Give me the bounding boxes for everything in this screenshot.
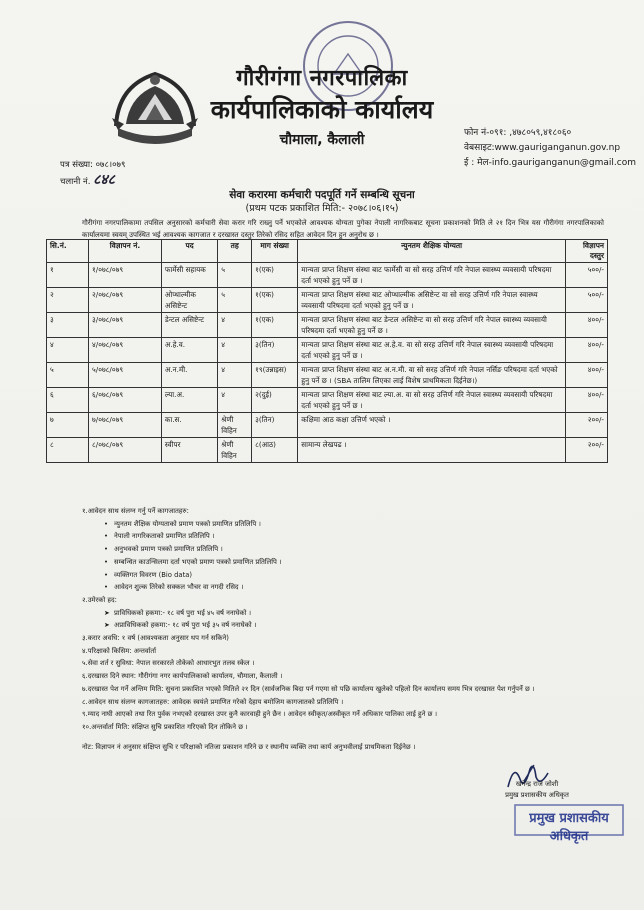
cell-qualification: मान्यता प्राप्त शिक्षण संस्था बाट ल्या.अ. वा सो सरह उत्तिर्ण गरि नेपाल स्वास्थ्य व्यवसायी परिषदमा दर्ता भएको हुनु पर्ने छ । [298,388,566,413]
age-title: २.उमेरको हद: [82,595,117,604]
municipality-name: गौरीगंगा नगरपालिका [236,65,408,91]
cell-qualification: मान्यता प्राप्त शिक्षण संस्था बाट डेन्टल असिष्टेन्ट वा सो सरह उत्तिर्ण गरि नेपाल स्वास्थ्य व्यवसायी परिषदमा दर्ता भएको हुनु पर्ने छ । [298,313,566,338]
cell-qualification: मान्यता प्राप्त शिक्षण संस्था बाट अ.हे.व. वा सो सरह उत्तिर्ण गरि नेपाल स्वास्थ्य व्यवसायी परिषदमा दर्ता भएको हुनु पर्ने छ । [298,338,566,363]
table-row [47,263,608,288]
table-row [47,313,608,338]
arrow-icon: ➤ [104,608,115,617]
cell-count: १(एक) [252,288,298,313]
cell-fee: ५००/- [565,288,607,313]
cell-level: ४ [218,313,252,338]
phone-text: फोन नं-०९१: ,४७८०५९,४१८०६० [464,128,572,138]
cell-post: ओप्थाल्मीक असिष्टेन्ट [161,288,217,313]
cell-qualification: मान्यता प्राप्त शिक्षण संस्था बाट फार्मेसी वा सो सरह उत्तिर्ण गरि नेपाल स्वास्थ्य व्यवसायी परिषदमा दर्ता भएको हुनु पर्ने छ । [298,263,566,288]
cell-count: १(एक) [252,313,298,338]
notice-note: नोट: विज्ञापन नं अनुसार संक्षिप्त सुचि र परिक्षाको नतिजा प्रकाशन गरिने छ र स्थानीय व्यक्ति तथा कार्य अनुभवीलाई प्राथमिकता दिईनेछ । [82,743,416,751]
table-row [47,413,608,438]
doc-item: • व्यक्तिगत विवरण (Bio data) [82,569,622,582]
cell-sn: ८ [47,438,89,463]
cell-count: ३(तिन) [252,413,298,438]
table-row [47,438,608,463]
cell-fee: ४००/- [565,338,607,363]
office-location: चौमाला, कैलाली [279,132,365,148]
age-item-text: प्राविधिकको हकमा:- १८ वर्ष पुरा भई ४५ वर्ष ननाघेको । [114,608,252,617]
section-line: ९.म्याद नाघी आएको तथा रित पुर्वक नभएको दरखास्त उपर कुनै कारवाही हुने छैन । आवेदन स्वीकृत/अस्वीकृत गर्ने अधिकार पालिका लाई हुने छ । [82,710,438,719]
cell-post: अ.हे.व. [161,338,217,363]
cell-count: २(दुई) [252,388,298,413]
dispatch-number: ८४८ [93,172,115,188]
cell-fee: ४००/- [565,363,607,388]
doc-item: • आवेदन शुल्क तिरेको सक्कल भौचर वा नगदी रसिद । [82,581,622,594]
cell-ad-no: ७/०७८/०७९ [89,413,162,438]
age-item [82,619,622,632]
cell-ad-no: ४/०७८/०७९ [89,338,162,363]
table-header-row [47,240,608,263]
section-line: ८.आवेदन साथ संलग्न कागजातहरु: आवेदक स्वयंले प्रमाणित गरेको देहाय बमोजिम कागजातको प्रतिलिपि । [82,697,344,706]
cell-level: ४ [218,363,252,388]
section-line: १०.अन्तर्वार्ता मिति: संक्षिप्त सुचि प्रकाशित गरिएको दिन तोकिने छ । [82,722,248,731]
header-sn: सि.नं. [47,240,89,263]
notice-sections [82,505,622,734]
cell-fee: २००/- [565,438,607,463]
dispatch-label: चलानी नं. [60,177,91,187]
section-line: ४.परिक्षाको किसिम: अन्तर्वार्ता [82,646,157,655]
cell-ad-no: २/०७८/०७९ [89,288,162,313]
cell-level: ५ [218,288,252,313]
header-ad-no: विज्ञापन नं. [89,240,162,263]
cell-ad-no: ८/०७८/०७९ [89,438,162,463]
office-name: कार्यपालिकाको कार्यालय [210,95,434,124]
cell-fee: ४००/- [565,313,607,338]
cell-level: श्रेणी विहिन [218,413,252,438]
notice-title: सेवा करारमा कर्मचारी पदपूर्ति गर्ने सम्बन्धि सूचना [229,189,415,201]
cell-post: ल्या.अ. [161,388,217,413]
header-level: तह [218,240,252,263]
notice-intro: गौरीगंगा नगरपालिकामा तपसिल अनुसारको कर्मचारी सेवा करार गरि राख्नु पर्ने भएकोले आवश्यक योग्यता पुगेका नेपाली नागरिकबाट सूचना प्रकाशनको मिति ले २१ दिन भित्र यस गौरीगंगा नगरपालिकाको कार्यालयमा स्वयम् उपस्थित भई आवश्यक कागजात र दरखास्त दस्तुर तिरेको रसिद सहित आवेदन दिन हुन अनुरोध छ । [82,219,604,239]
cell-sn: ३ [47,313,89,338]
doc-item: • सम्बन्धित काउन्सिलमा दर्ता भएको प्रमाण पत्रको प्रमाणित प्रतिलिपि । [82,556,622,569]
cell-sn: ४ [47,338,89,363]
letter-number: पत्र संख्या: ०७८।०७९ [60,160,126,170]
header-post: पद [161,240,217,263]
doc-item: • अनुभवको प्रमाण पत्रको प्रमाणित प्रतिलिपि । [82,543,622,556]
cell-level: ४ [218,338,252,363]
designation-stamp-text: प्रमुख प्रशासकीय अधिकृत [529,811,609,844]
cell-ad-no: १/०७८/०७९ [89,263,162,288]
cell-count: ८(आठ) [252,438,298,463]
cell-qualification: कक्षिमा आठ कक्षा उत्तिर्ण भएको । [298,413,566,438]
cell-post: डेन्टल असिष्टेन्ट [161,313,217,338]
section-line: ६.दरखास्त दिने स्थान: गौरीगंगा नगर कार्यपालिकाको कार्यालय, चौमाला, कैलाली । [82,672,283,681]
cell-level: श्रेणी विहिन [218,438,252,463]
table-row [47,288,608,313]
header-count: माग संख्या [252,240,298,263]
signatory-name: खगेन्द्र राज जोशी [515,780,559,788]
cell-qualification: मान्यता प्राप्त शिक्षण संस्था बाट अ.न.मी. वा सो सरह उत्तिर्ण गरि नेपाल नर्सिङ परिषदमा दर्ता भएको हुनु पर्ने छ । (SBA तालिम लिएका लाई विशेष प्राथमिकता दिईनेछ।) [298,363,566,388]
doc-item: • नेपाली नागरिकताको प्रमाणित प्रतिलिपि । [82,530,622,543]
cell-sn: ५ [47,363,89,388]
cell-level: ४ [218,388,252,413]
cell-ad-no: ५/०७८/०७९ [89,363,162,388]
cell-sn: १ [47,263,89,288]
reference-block [60,158,125,190]
cell-sn: ७ [47,413,89,438]
cell-post: फार्मेसी सहायक [161,263,217,288]
cell-ad-no: ६/०७८/०७९ [89,388,162,413]
table-row [47,338,608,363]
cell-post: का.स. [161,413,217,438]
cell-level: ५ [218,263,252,288]
age-item-text: अप्राविधिकको हकमा:- १८ वर्ष पुरा भई ३५ वर्ष ननाघेको । [114,621,257,630]
header-fee: विज्ञापन दस्तुर [565,240,607,263]
section-line: ५.सेवा शर्त र सुविधा: नेपाल सरकारले तोकेको आधारभुत तलब स्केल । [82,659,255,668]
doc-item: • न्युनतम शैक्षिक योग्यताको प्रमाण पत्रको प्रमाणित प्रतिलिपि । [82,518,622,531]
cell-qualification: सामान्य लेखपढ । [298,438,566,463]
age-item [82,607,622,620]
cell-count: १९(उन्नाइस) [252,363,298,388]
cell-count: ३(तिन) [252,338,298,363]
cell-fee: ५००/- [565,263,607,288]
arrow-icon: ➤ [104,621,115,630]
vacancy-table [46,239,608,463]
cell-count: १(एक) [252,263,298,288]
website-text: वेबसाइट:www.gauriganganun.gov.np [464,143,621,153]
signatory-designation: प्रमुख प्रशासकीय अधिकृत [505,791,569,799]
email-text: ई : मेल-info.gauriganganun@gmail.com [464,158,636,168]
cell-qualification: मान्यता प्राप्त शिक्षण संस्था बाट ओप्थाल्मीक असिष्टेन्ट वा सो सरह उत्तिर्ण गरि नेपाल स्वास्थ्य व्यवसायी परिषदमा दर्ता भएको हुनु पर्ने छ । [298,288,566,313]
cell-fee: २००/- [565,413,607,438]
cell-ad-no: ३/०७८/०७९ [89,313,162,338]
table-row [47,363,608,388]
section-line: ३.करार अवधि: १ वर्ष (आवश्यकता अनुसार थप गर्न सकिने) [82,634,229,643]
header-qualification: न्युनतम शैक्षिक योग्यता [298,240,566,263]
notice-subtitle: (प्रथम पटक प्रकाशित मिति:- २०७८।०६।१५) [245,203,399,214]
cell-sn: ६ [47,388,89,413]
contact-block [464,126,640,171]
docs-title: १.आवेदन साथ संलग्न गर्नु पर्ने कागजातहरु: [82,507,189,515]
section-line: ७.दरखास्त पेश गर्ने अन्तिम मिति: सुचना प्रकाशित भएको मितिले २१ दिन (सार्वजनिक बिदा पर्न गएमा सो पछि कार्यालय खुलेको पहिलो दिन कार्यालय समय भित्र दरखास्त पेश गर्नुपर्ने छ । [82,684,535,693]
cell-fee: ४००/- [565,388,607,413]
cell-post: अ.न.मी. [161,363,217,388]
cell-post: स्वीपर [161,438,217,463]
table-row [47,388,608,413]
cell-sn: २ [47,288,89,313]
